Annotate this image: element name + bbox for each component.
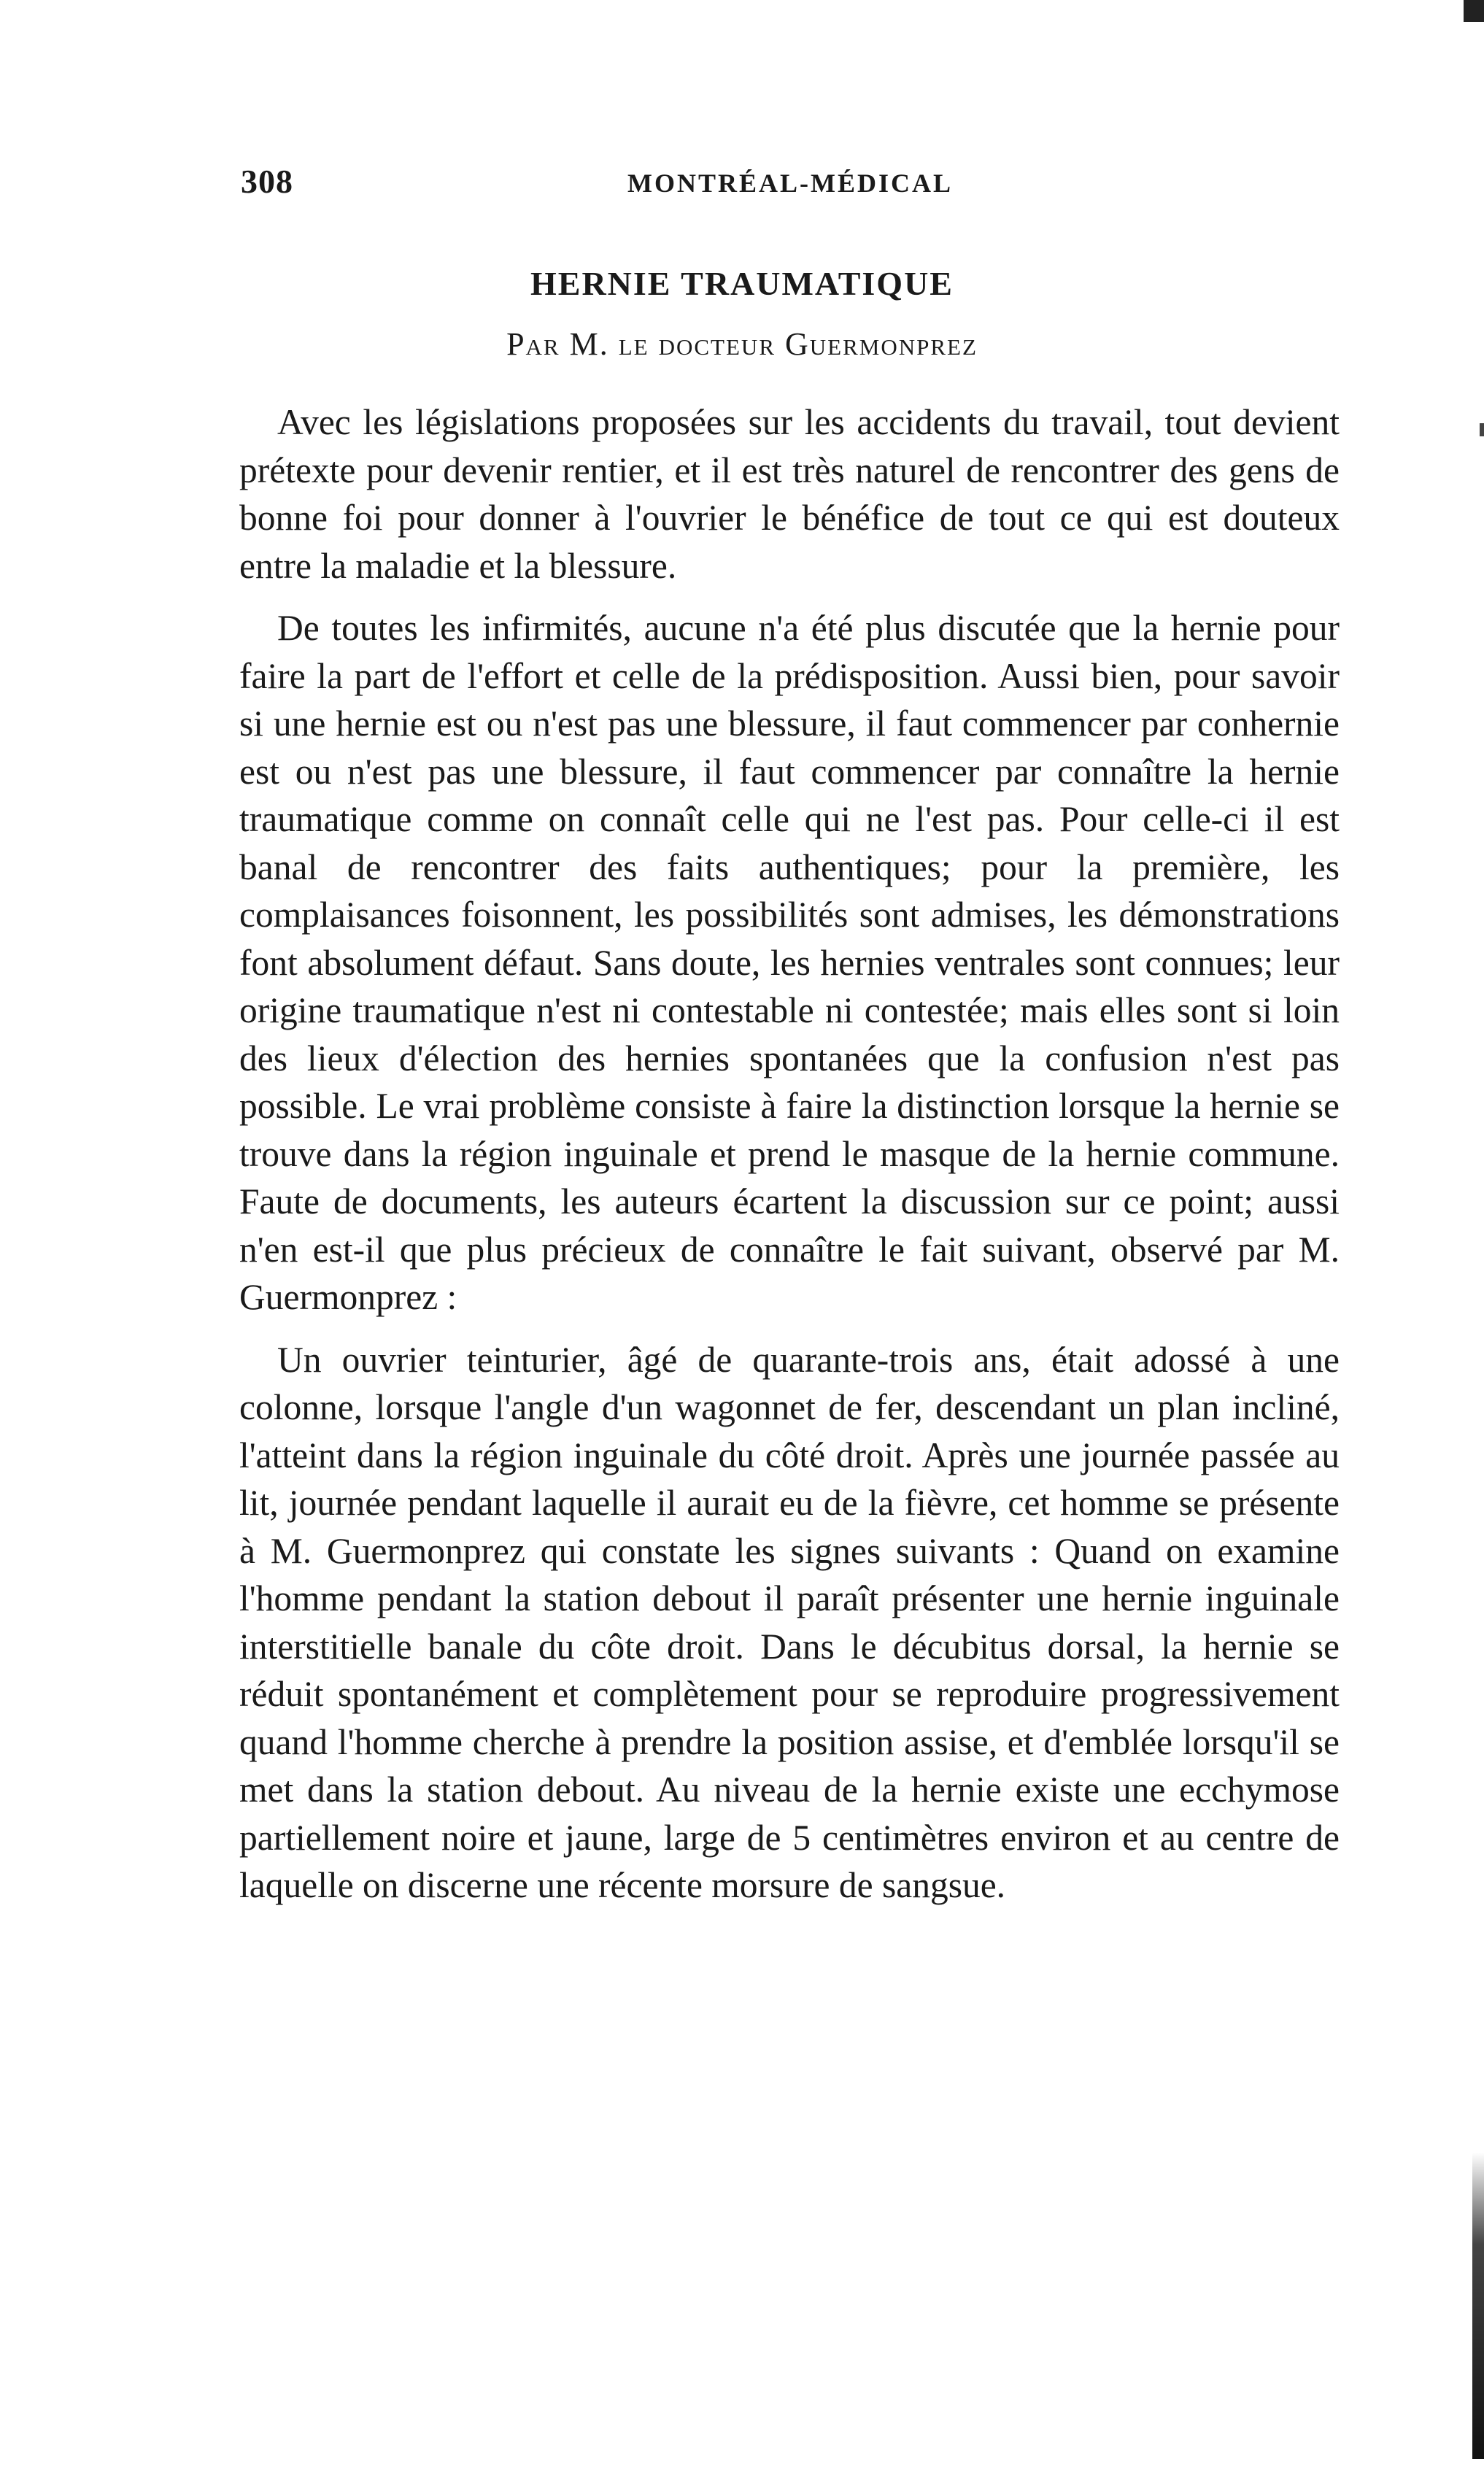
article-byline: Par M. le docteur Guermonprez (506, 326, 978, 362)
article-body (239, 398, 1340, 1924)
page-number: 308 (241, 163, 293, 200)
paragraph-case: Un ouvrier teinturier, âgé de quarante-trois ans, était adossé à une colonne, lorsque l'angle d'un wagonnet de fer, descendant un plan incliné, l'atteint dans la région inguinale du côté droit. Après une journée passée au lit, journée pendant laquelle il aurait eu de la fièvre, cet homme se présente à M. Guermonprez qui constate les signes suivants : Quand on examine l'homme pendant la station debout il paraît présenter une hernie inguinale interstitielle banale du côte droit. Dans le décubitus dorsal, la hernie se réduit spontanément et complètement pour se reproduire progressivement quand l'homme cherche à prendre la position assise, et d'emblée lorsqu'il se met dans la station debout. Au niveau de la hernie existe une ecchymose partiellement noire et jaune, large de 5 centimètres environ et au centre de laquelle on discerne une récente morsure de sangsue. (239, 1339, 1340, 1905)
scan-edge-tick (1480, 423, 1484, 436)
paragraph-intro: Avec les législations proposées sur les accidents du travail, tout devient prétexte pour devenir rentier, et il est très naturel de rencontrer des gens de bonne foi pour donner à l'ouvrier le bénéfice de tout ce qui est douteux entre la maladie et la blessure. (239, 402, 1340, 586)
scan-edge-shadow (1472, 2153, 1484, 2459)
running-head (241, 162, 978, 206)
article-title: HERNIE TRAUMATIQUE (530, 265, 954, 302)
scan-edge-mark (1464, 0, 1484, 22)
paragraph-discussion: De toutes les infirmités, aucune n'a été plus discutée que la hernie pour faire la part de l'effort et celle de la prédisposition. Aussi bien, pour savoir si une hernie est ou n'est pas une blessure, il faut commencer par conhernie est ou n'est pas une blessure, il faut commencer par connaître la hernie traumatique comme on connaît celle qui ne l'est pas. Pour celle-ci il est banal de rencontrer des faits authentiques; pour la première, les complaisances foisonnent, les possibilités sont admises, les démonstrations font absolument défaut. Sans doute, les hernies ventrales sont connues; leur origine traumatique n'est ni contestable ni contestée; mais elles sont si loin des lieux d'élection des hernies spontanées que la confusion n'est pas possible. Le vrai problème consiste à faire la distinction lorsque la hernie se trouve dans la région inguinale et prend le masque de la hernie commune. Faute de documents, les auteurs écartent la discussion sur ce point; aussi n'en est-il que plus précieux de connaître le fait suivant, observé par M. Guermonprez : (239, 608, 1340, 1317)
journal-title: MONTRÉAL-MÉDICAL (627, 169, 954, 198)
